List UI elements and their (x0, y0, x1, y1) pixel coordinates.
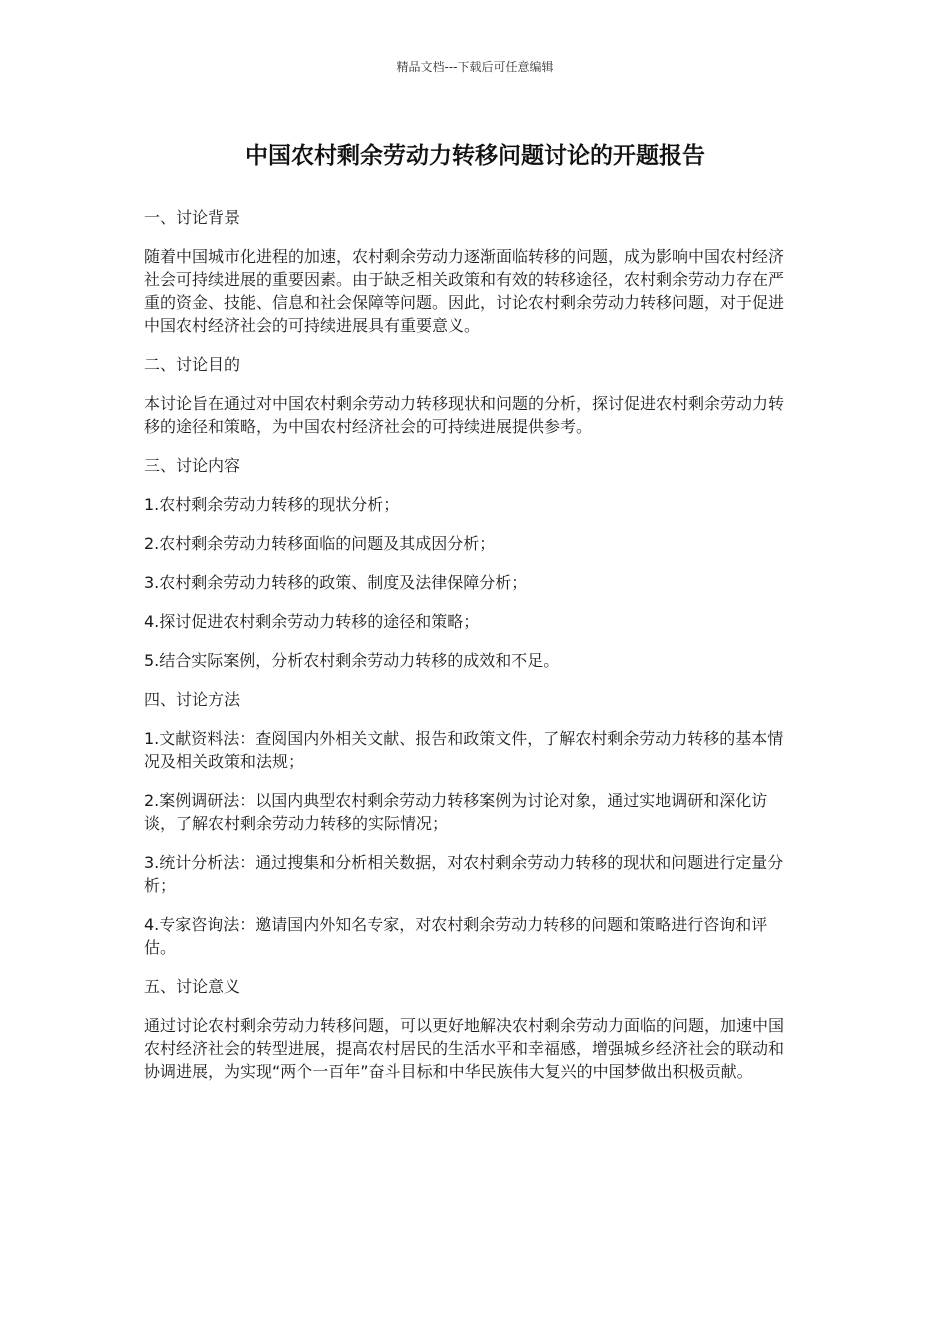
content-list-item: 1.农村剩余劳动力转移的现状分析； (144, 495, 400, 514)
content-list-item: 2.农村剩余劳动力转移面临的问题及其成因分析； (144, 534, 496, 553)
section-text-background: 随着中国城市化进程的加速，农村剩余劳动力逐渐面临转移的问题，成为影响中国农村经济社会可持续进展的重要因素。由于缺乏相关政策和有效的转移途径，农村剩余劳动力存在严重的资金、技能、信息和社会保障等问题。因此，讨论农村剩余劳动力转移问题，对于促进中国农村经济社会的可持续进展具有重要意义。 (144, 247, 785, 335)
method-list-item: 4.专家咨询法：邀请国内外知名专家，对农村剩余劳动力转移的问题和策略进行咨询和评估。 (144, 915, 768, 957)
method-list-item: 1.文献资料法：查阅国内外相关文献、报告和政策文件，了解农村剩余劳动力转移的基本情况及相关政策和法规； (144, 729, 784, 771)
document-body (144, 206, 796, 1099)
section-text-purpose: 本讨论旨在通过对中国农村剩余劳动力转移现状和问题的分析，探讨促进农村剩余劳动力转移的途径和策略，为中国农村经济社会的可持续进展提供参考。 (144, 394, 785, 436)
section-heading-significance: 五、讨论意义 (144, 977, 241, 996)
method-list-item: 2.案例调研法：以国内典型农村剩余劳动力转移案例为讨论对象，通过实地调研和深化访谈，了解农村剩余劳动力转移的实际情况； (144, 791, 768, 833)
section-heading-background: 一、讨论背景 (144, 208, 241, 227)
content-list-item: 3.农村剩余劳动力转移的政策、制度及法律保障分析； (144, 573, 528, 592)
content-list-item: 4.探讨促进农村剩余劳动力转移的途径和策略； (144, 612, 480, 631)
section-heading-purpose: 二、讨论目的 (144, 355, 241, 374)
section-heading-content: 三、讨论内容 (144, 456, 241, 475)
section-text-significance: 通过讨论农村剩余劳动力转移问题，可以更好地解决农村剩余劳动力面临的问题，加速中国农村经济社会的转型进展，提高农村居民的生活水平和幸福感，增强城乡经济社会的联动和协调进展，为实现“两个一百年”奋斗目标和中华民族伟大复兴的中国梦做出积极贡献。 (144, 1016, 785, 1081)
header-note: 精品文档---下载后可任意编辑 (396, 60, 554, 74)
method-list-item: 3.统计分析法：通过搜集和分析相关数据，对农村剩余劳动力转移的现状和问题进行定量分析； (144, 853, 784, 895)
document-title: 中国农村剩余劳动力转移问题讨论的开题报告 (245, 143, 705, 169)
section-heading-methods: 四、讨论方法 (144, 690, 241, 709)
content-list-item: 5.结合实际案例，分析农村剩余劳动力转移的成效和不足。 (144, 651, 560, 670)
